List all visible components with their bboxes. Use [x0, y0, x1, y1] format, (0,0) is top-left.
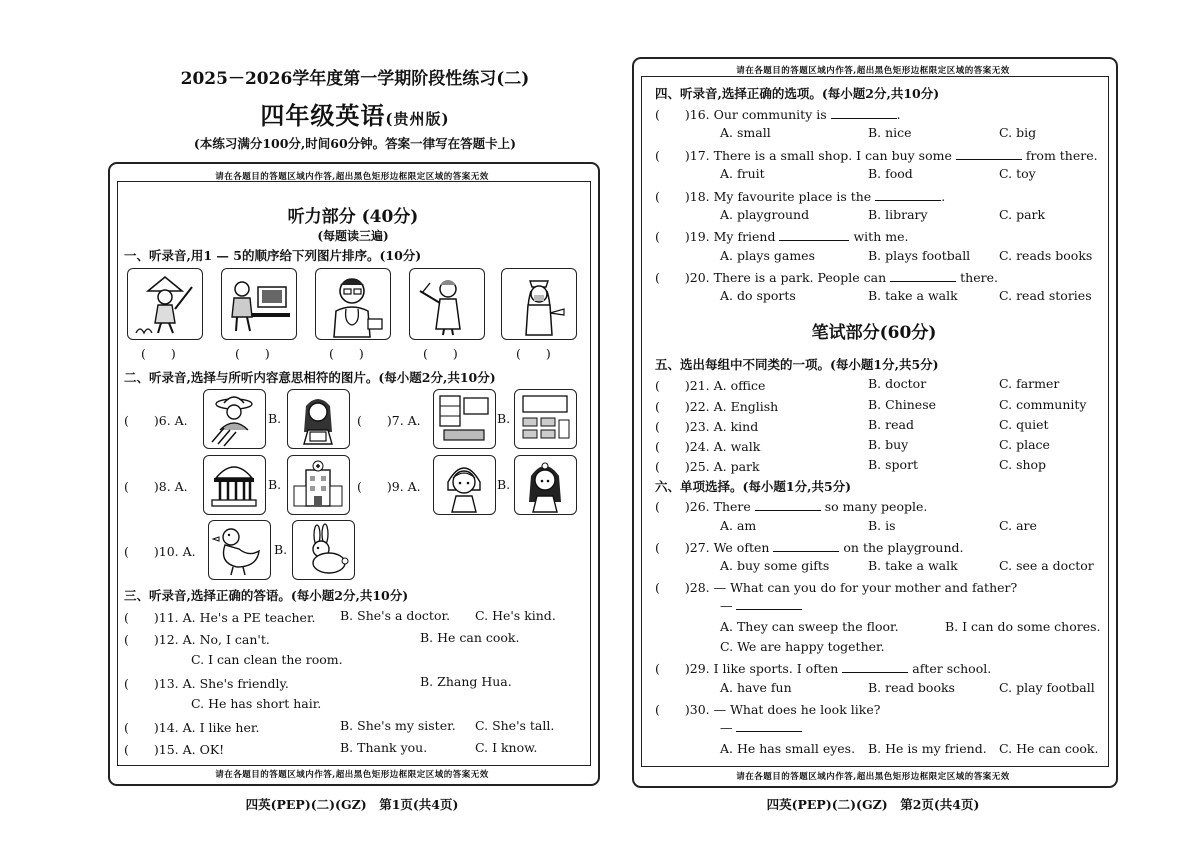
q14-option-a: ( )14. A. I like her.	[124, 720, 260, 735]
q11-option-b: B. She's a doctor.	[340, 608, 451, 623]
q20-text: ( )20. There is a park. People can	[655, 270, 887, 285]
q26-option-c: C. are	[999, 518, 1037, 533]
q16-option-b: B. nice	[868, 125, 912, 140]
listening-title: 听力部分 (40分)	[287, 207, 419, 227]
q25-option-b: B. sport	[868, 457, 919, 472]
q20-option-a: A. do sports	[720, 288, 796, 303]
q13-option-c: C. He has short hair.	[191, 696, 322, 711]
q30-blank[interactable]	[736, 721, 802, 732]
duck-icon	[208, 520, 271, 580]
q28-answer-line	[720, 598, 802, 613]
q29-option-c: C. play football	[999, 680, 1095, 695]
library-icon	[433, 389, 496, 449]
q12-option-c: C. I can clean the room.	[191, 652, 343, 667]
q17-option-b: B. food	[868, 166, 913, 181]
q26-tail: so many people.	[824, 499, 928, 514]
q21-option-b: B. doctor	[868, 376, 927, 391]
q14-option-c: C. She's tall.	[475, 718, 555, 733]
q15-option-a: ( )15. A. OK!	[124, 742, 225, 757]
q15-option-c: C. I know.	[475, 740, 538, 755]
q7-label: ( )7. A.	[357, 413, 421, 428]
q16-stem	[655, 105, 901, 123]
q20-option-b: B. take a walk	[868, 288, 958, 303]
hospital-icon	[287, 455, 350, 515]
office-worker-icon	[221, 268, 297, 340]
q13-option-b: B. Zhang Hua.	[420, 674, 512, 689]
q28-dash: —	[720, 598, 733, 613]
q26-blank[interactable]	[755, 500, 821, 511]
q25-option-c: C. shop	[999, 457, 1047, 472]
q27-blank[interactable]	[773, 541, 839, 552]
doctor-icon	[315, 268, 391, 340]
q27-option-a: A. buy some gifts	[720, 558, 830, 573]
q16-option-c: C. big	[999, 125, 1037, 140]
q6-label: ( )6. A.	[124, 413, 188, 428]
q17-tail: from there.	[1025, 148, 1098, 163]
q26-option-b: B. is	[868, 518, 896, 533]
q29-blank[interactable]	[842, 662, 908, 673]
page-2-footer: 四英(PEP)(二)(GZ) 第2页(共4页)	[766, 797, 980, 812]
section-1-title: 一、听录音,用1 — 5的顺序给下列图片排序。(10分)	[124, 248, 422, 263]
q26-text: ( )26. There	[655, 499, 751, 514]
q17-option-a: A. fruit	[720, 166, 765, 181]
q12-option-b: B. He can cook.	[420, 630, 520, 645]
q19-option-b: B. plays football	[868, 248, 971, 263]
q19-text: ( )19. My friend	[655, 229, 776, 244]
q11-option-a: ( )11. A. He's a PE teacher.	[124, 610, 316, 625]
q16-text: ( )16. Our community is	[655, 107, 827, 122]
q19-option-a: A. plays games	[720, 248, 815, 263]
q17-option-c: C. toy	[999, 166, 1036, 181]
section-2-title: 二、听录音,选择与所听内容意思相符的图片。(每小题2分,共10分)	[124, 370, 496, 385]
exam-note: (本练习满分100分,时间60分钟。答案一律写在答题卡上)	[193, 136, 517, 151]
s1-bracket-5[interactable]: ( )	[516, 346, 551, 361]
q26-stem	[655, 497, 927, 515]
q23-option-a: ( )23. A. kind	[655, 419, 759, 434]
q27-stem	[655, 538, 964, 556]
q18-text: ( )18. My favourite place is the	[655, 189, 872, 204]
q29-option-a: A. have fun	[720, 680, 792, 695]
s1-bracket-2[interactable]: ( )	[235, 346, 270, 361]
q12-option-a: ( )12. A. No, I can't.	[124, 632, 270, 647]
q19-blank[interactable]	[779, 230, 849, 241]
q21-option-a: ( )21. A. office	[655, 378, 766, 393]
q13-option-a: ( )13. A. She's friendly.	[124, 676, 289, 691]
s1-bracket-3[interactable]: ( )	[329, 346, 364, 361]
girl-short-hair-icon	[433, 455, 496, 515]
q26-option-a: A. am	[720, 518, 757, 533]
q29-text: ( )29. I like sports. I often	[655, 661, 839, 676]
q20-blank[interactable]	[890, 271, 956, 282]
farmer-icon	[203, 389, 266, 449]
rabbit-icon	[292, 520, 355, 580]
q18-tail: .	[941, 189, 946, 204]
q22-option-b: B. Chinese	[868, 397, 937, 412]
q27-text: ( )27. We often	[655, 540, 770, 555]
q21-option-c: C. farmer	[999, 376, 1060, 391]
section-4-title: 四、听录音,选择正确的选项。(每小题2分,共10分)	[655, 86, 940, 101]
q30-dash: —	[720, 720, 733, 735]
section-6-title: 六、单项选择。(每小题1分,共5分)	[655, 479, 852, 494]
q18-option-c: C. park	[999, 207, 1046, 222]
q25-option-a: ( )25. A. park	[655, 459, 760, 474]
exam-year-title: 2025－2026学年度第一学期阶段性练习(二)	[180, 69, 530, 89]
exam-subject-title	[105, 96, 605, 131]
q14-option-b: B. She's my sister.	[340, 718, 456, 733]
section-3-title: 三、听录音,选择正确的答语。(每小题2分,共10分)	[124, 588, 409, 603]
q22-option-c: C. community	[999, 397, 1087, 412]
q19-option-c: C. reads books	[999, 248, 1093, 263]
q24-option-a: ( )24. A. walk	[655, 439, 761, 454]
q19-stem	[655, 227, 908, 245]
q29-tail: after school.	[912, 661, 992, 676]
q19-tail: with me.	[853, 229, 909, 244]
s1-bracket-1[interactable]: ( )	[141, 346, 176, 361]
q27-option-b: B. take a walk	[868, 558, 958, 573]
q9-label: ( )9. A.	[357, 479, 421, 494]
q6-b-label: B.	[268, 411, 282, 426]
q28-option-b: B. I can do some chores.	[945, 619, 1101, 634]
subject-name: 四年级英语	[260, 101, 386, 130]
nurse-icon	[501, 268, 577, 340]
farmer-icon	[127, 268, 203, 340]
q24-option-b: B. buy	[868, 437, 909, 452]
q18-stem	[655, 187, 945, 205]
right-bottom-notice: 请在各题目的答题区域内作答,超出黑色矩形边框限定区域的答案无效	[736, 772, 1010, 782]
q17-blank[interactable]	[956, 149, 1022, 160]
writing-title: 笔试部分(60分)	[811, 323, 937, 343]
q20-option-c: C. read stories	[999, 288, 1092, 303]
page-1-footer: 四英(PEP)(二)(GZ) 第1页(共4页)	[245, 797, 459, 812]
q27-tail: on the playground.	[843, 540, 964, 555]
q17-stem	[655, 146, 1098, 164]
q11-option-c: C. He's kind.	[475, 608, 556, 623]
q22-option-a: ( )22. A. English	[655, 399, 779, 414]
museum-icon	[203, 455, 266, 515]
teacher-icon	[409, 268, 485, 340]
girl-long-hair-icon	[514, 455, 577, 515]
q30-answer-line	[720, 720, 802, 735]
q8-label: ( )8. A.	[124, 479, 188, 494]
q30-option-a: A. He has small eyes.	[720, 741, 856, 756]
q28-option-c: C. We are happy together.	[720, 639, 885, 654]
edition-label: (贵州版)	[385, 110, 450, 128]
q30-stem: ( )30. — What does he look like?	[655, 702, 881, 717]
q20-tail: there.	[960, 270, 998, 285]
q8-b-label: B.	[268, 477, 282, 492]
q18-blank[interactable]	[875, 190, 941, 201]
q16-option-a: A. small	[720, 125, 771, 140]
classroom-icon	[514, 389, 577, 449]
girl-reading-icon	[287, 389, 350, 449]
q10-label: ( )10. A.	[124, 544, 196, 559]
q18-option-b: B. library	[868, 207, 928, 222]
q15-option-b: B. Thank you.	[340, 740, 428, 755]
q9-b-label: B.	[497, 477, 511, 492]
q17-text: ( )17. There is a small shop. I can buy some	[655, 148, 952, 163]
section-5-title: 五、选出每组中不同类的一项。(每小题1分,共5分)	[655, 357, 939, 372]
q16-blank[interactable]	[831, 108, 897, 119]
q28-stem: ( )28. — What can you do for your mother and father?	[655, 580, 1018, 595]
q30-option-c: C. He can cook.	[999, 741, 1099, 756]
q7-b-label: B.	[497, 411, 511, 426]
listening-subtitle: (每题读三遍)	[317, 229, 389, 243]
q18-option-a: A. playground	[720, 207, 810, 222]
q23-option-c: C. quiet	[999, 417, 1049, 432]
q16-tail: .	[896, 107, 901, 122]
s1-bracket-4[interactable]: ( )	[423, 346, 458, 361]
q23-option-b: B. read	[868, 417, 914, 432]
left-top-notice: 请在各题目的答题区域内作答,超出黑色矩形边框限定区域的答案无效	[215, 172, 489, 182]
q30-option-b: B. He is my friend.	[868, 741, 987, 756]
q20-stem	[655, 268, 998, 286]
left-bottom-notice: 请在各题目的答题区域内作答,超出黑色矩形边框限定区域的答案无效	[215, 770, 489, 780]
q28-option-a: A. They can sweep the floor.	[720, 619, 899, 634]
q24-option-c: C. place	[999, 437, 1050, 452]
right-top-notice: 请在各题目的答题区域内作答,超出黑色矩形边框限定区域的答案无效	[736, 66, 1010, 76]
q10-b-label: B.	[274, 542, 288, 557]
q27-option-c: C. see a doctor	[999, 558, 1094, 573]
q29-stem	[655, 659, 991, 677]
q28-blank[interactable]	[736, 599, 802, 610]
q29-option-b: B. read books	[868, 680, 955, 695]
